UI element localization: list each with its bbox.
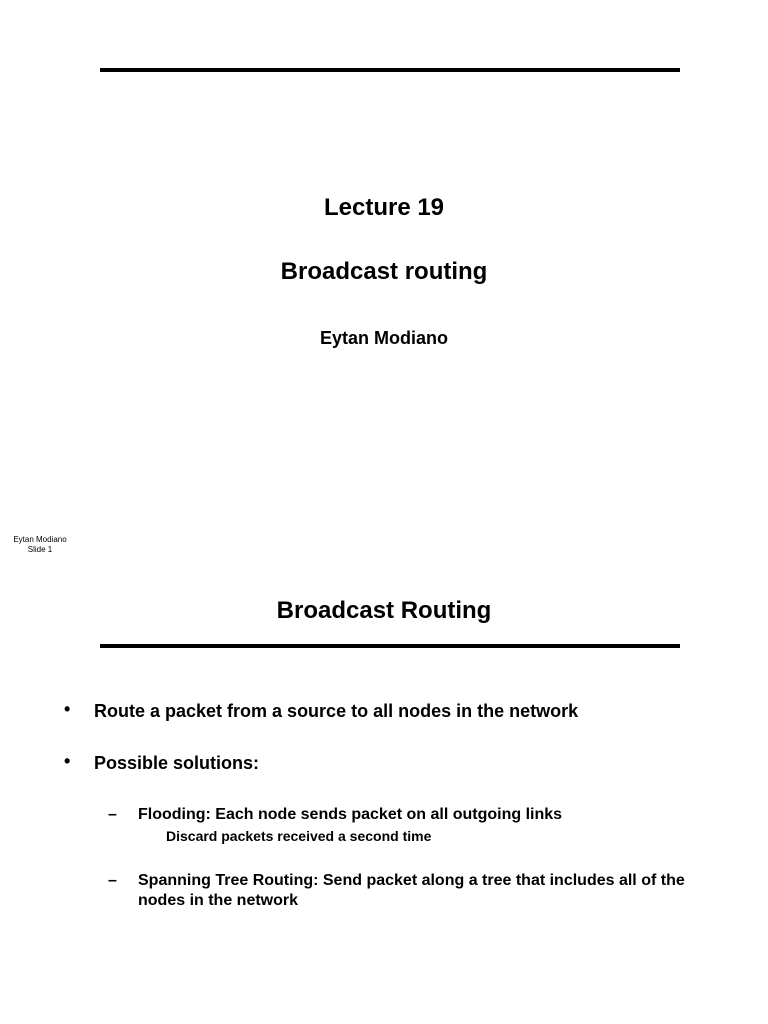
lecture-title: Lecture 19 — [323, 194, 445, 221]
slide-footer — [0, 535, 80, 555]
slide-title: Broadcast Routing — [276, 597, 492, 624]
dash-marker: – — [108, 872, 117, 889]
bullet-text: Possible solutions: — [94, 753, 260, 773]
bullet-marker: • — [64, 699, 71, 719]
sub-bullet-detail: Discard packets received a second time — [166, 828, 432, 844]
dash-marker: – — [108, 806, 117, 823]
footer-author: Eytan Modiano — [13, 535, 67, 544]
sub-bullet-text: Spanning Tree Routing: Send packet along a tree that includes all of the nodes in the network — [138, 872, 685, 909]
title-divider — [100, 644, 680, 648]
top-divider — [100, 68, 680, 72]
bullet-marker: • — [64, 751, 71, 771]
sub-bullet-text: Flooding: Each node sends packet on all outgoing links — [138, 806, 563, 823]
lecture-author: Eytan Modiano — [319, 328, 448, 348]
lecture-subtitle: Broadcast routing — [280, 258, 488, 285]
footer-slide-number: Slide 1 — [27, 545, 53, 554]
bullet-text: Route a packet from a source to all nodes in the network — [94, 701, 579, 721]
